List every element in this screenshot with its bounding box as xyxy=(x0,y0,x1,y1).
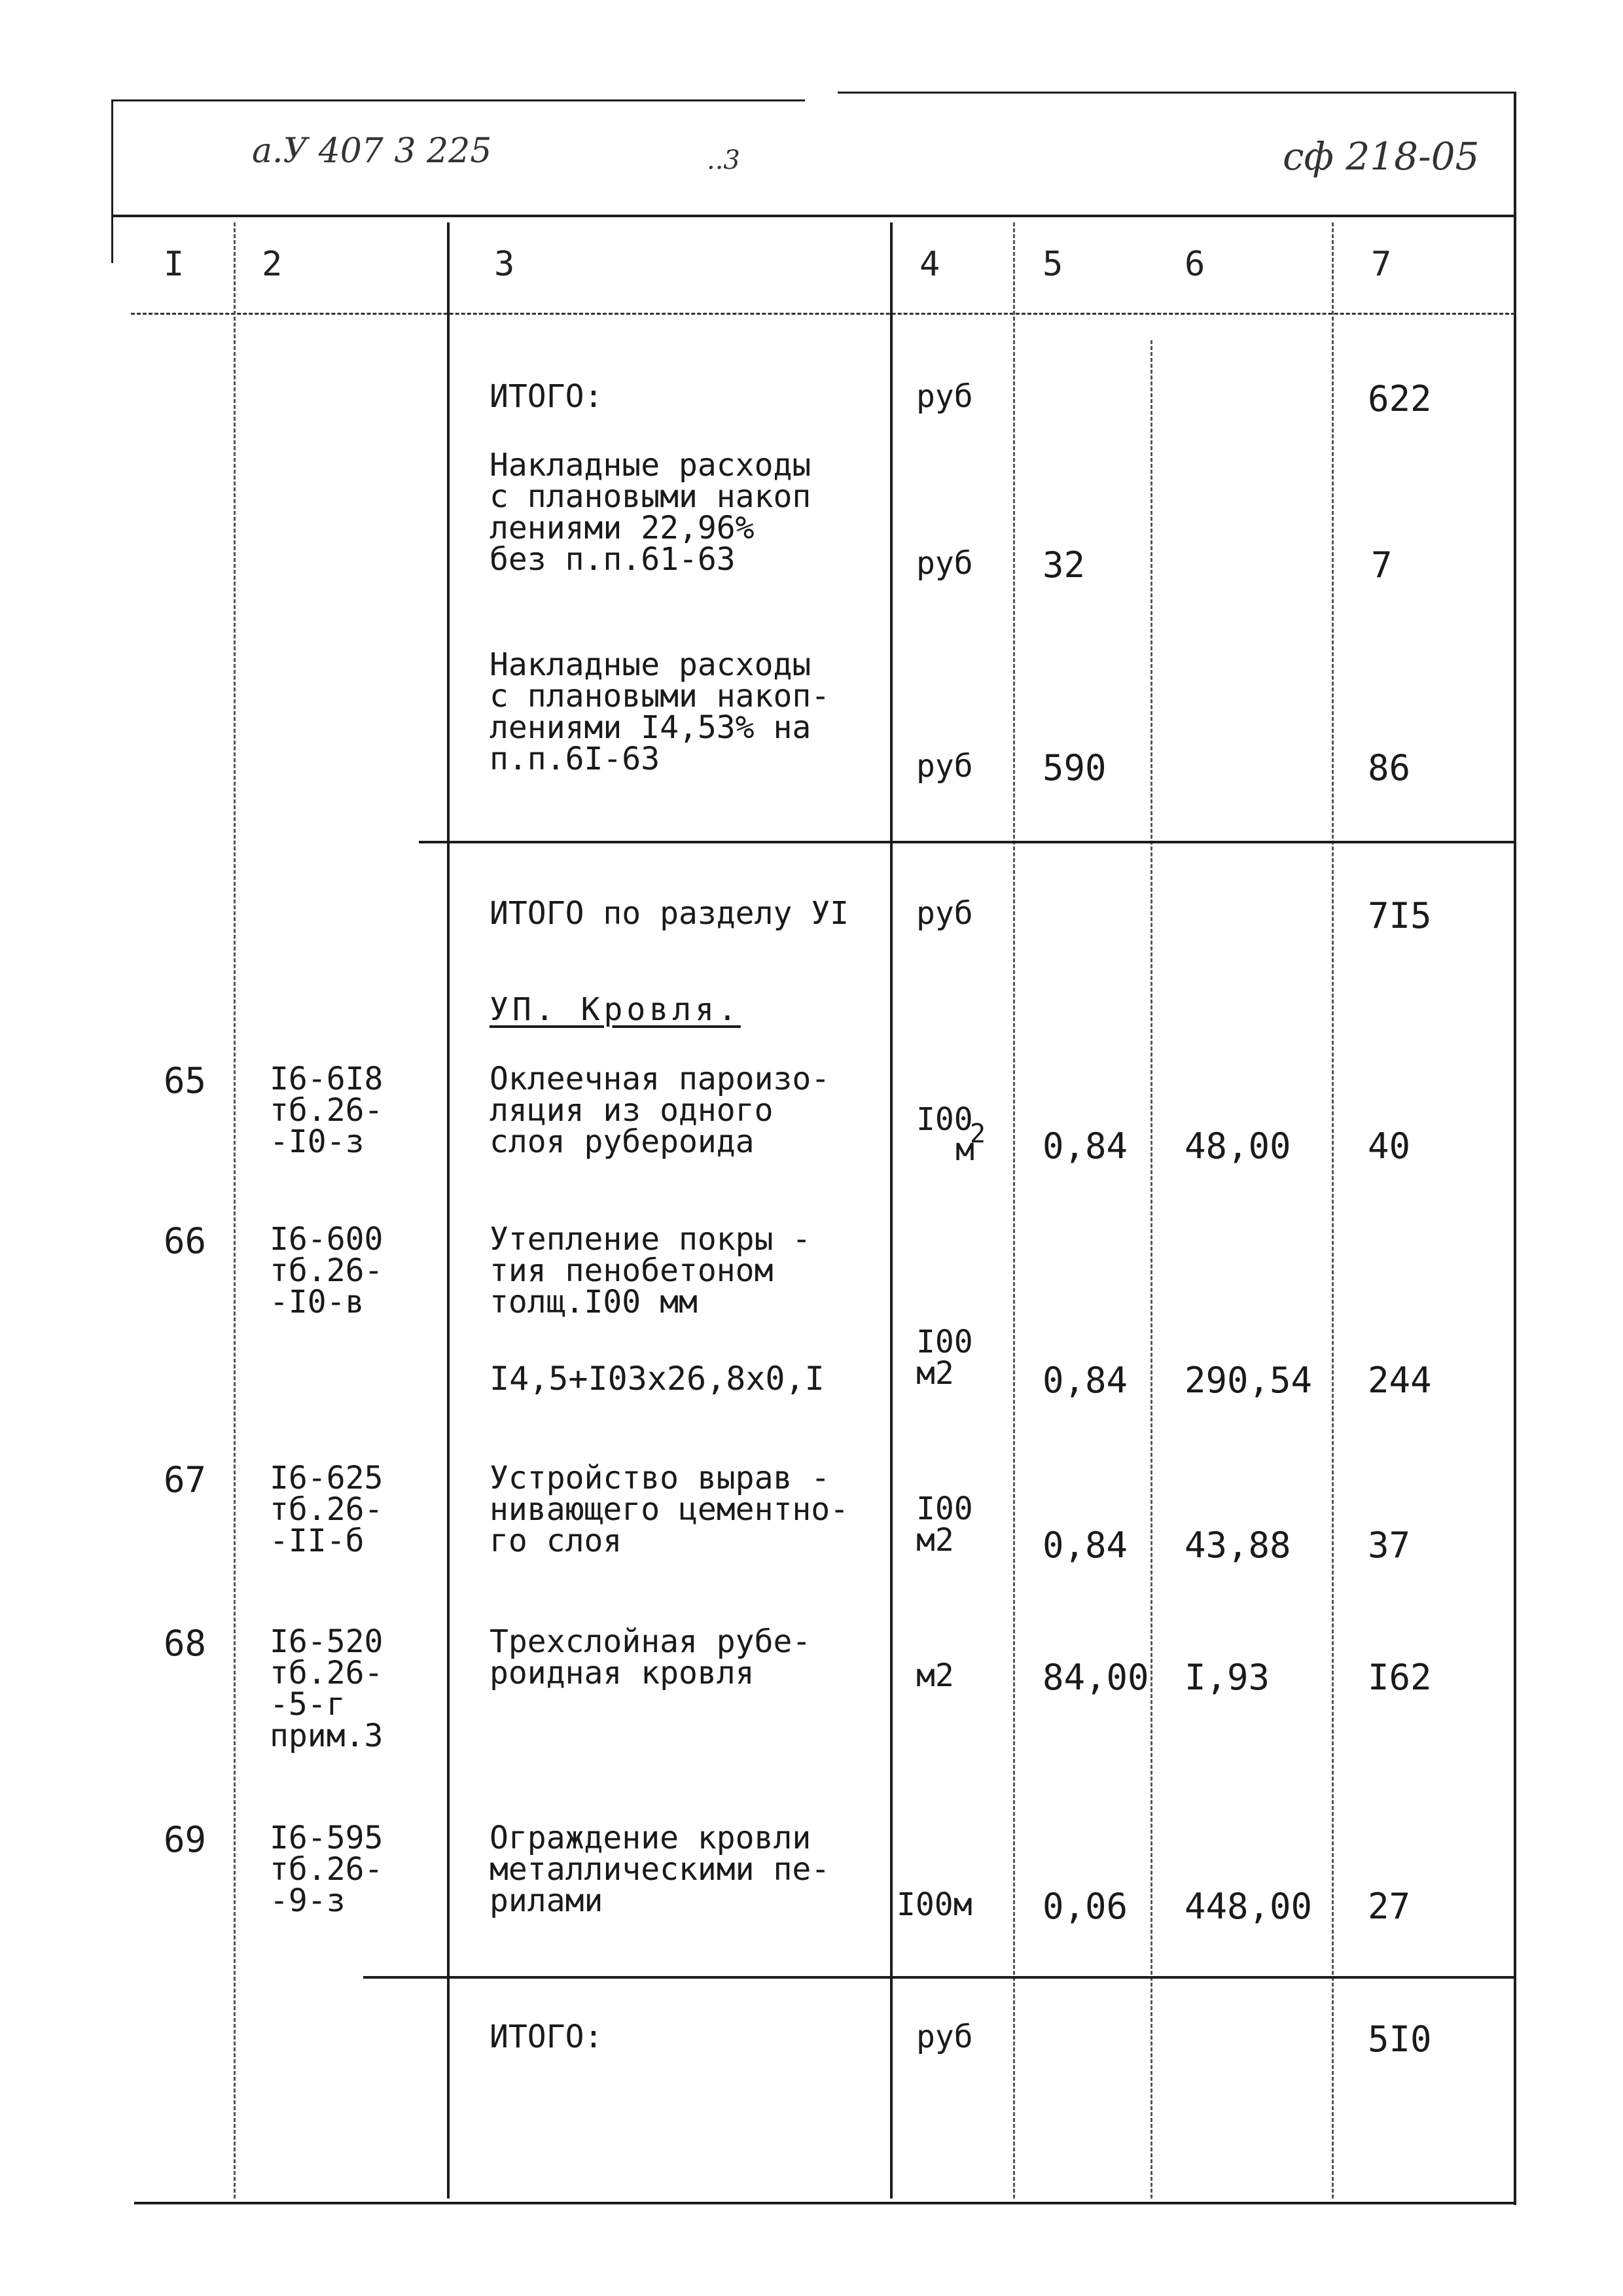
row69-code-line-1: I6-595 xyxy=(270,1820,383,1856)
column-header-separator xyxy=(131,313,1515,315)
row67-desc-line-1: Устройство вырав - xyxy=(490,1460,830,1496)
row65-desc-line-2: ляция из одного xyxy=(490,1092,774,1129)
row66-code-line-1: I6-600 xyxy=(270,1221,383,1258)
row68-desc-line-2: роидная кровля xyxy=(490,1655,755,1691)
col-divider-3-4 xyxy=(890,222,893,2199)
right-border xyxy=(1514,92,1516,2205)
col-divider-1-2 xyxy=(234,222,236,2199)
final-total-unit: руб xyxy=(916,2019,973,2055)
overhead2-base: 590 xyxy=(1043,747,1107,788)
overhead1-unit: руб xyxy=(916,545,973,582)
row65-code-line-2: тб.26- xyxy=(270,1092,383,1129)
row68-total: I62 xyxy=(1368,1657,1432,1698)
bottom-border xyxy=(134,2202,1515,2204)
header-left-border xyxy=(111,99,113,263)
header-separator xyxy=(111,215,1515,217)
row67-code-line-3: -II-б xyxy=(270,1523,365,1559)
col-divider-4-5 xyxy=(1013,222,1015,2199)
row66-unit-line-2: м2 xyxy=(916,1355,954,1392)
overhead2-line-4: п.п.6I-63 xyxy=(490,741,660,777)
overhead1-line-1: Накладные расходы xyxy=(490,447,812,484)
section-subtotal-separator xyxy=(419,841,1515,843)
overhead2-line-2: с плановыми накоп- xyxy=(490,678,830,715)
row66-qty: 0,84 xyxy=(1043,1360,1128,1401)
row67-desc-line-3: го слоя xyxy=(490,1523,622,1559)
section-title: УП. Кровля. xyxy=(490,991,741,1028)
row69-desc-line-1: Ограждение кровли xyxy=(490,1820,812,1856)
row68-desc-line-1: Трехслойная рубе- xyxy=(490,1623,812,1660)
row67-code-line-1: I6-625 xyxy=(270,1460,383,1496)
itogo-unit: руб xyxy=(916,378,973,415)
row69-price: 448,00 xyxy=(1185,1886,1313,1927)
section-total-value: 7I5 xyxy=(1368,895,1432,936)
section-total-label: ИТОГО по разделу УI xyxy=(490,895,849,932)
row66-code-line-2: тб.26- xyxy=(270,1252,383,1289)
col-header-2: 2 xyxy=(262,245,283,284)
row68-price: I,93 xyxy=(1185,1657,1270,1698)
col-divider-5-6 xyxy=(1150,340,1152,2199)
col-header-4: 4 xyxy=(919,245,940,284)
row66-desc-line-1: Утепление покры - xyxy=(490,1221,812,1258)
row68-qty: 84,00 xyxy=(1043,1657,1149,1698)
overhead2-line-3: лениями I4,53% на xyxy=(490,709,812,746)
row68-unit: м2 xyxy=(916,1657,954,1694)
row68-code-line-1: I6-520 xyxy=(270,1623,383,1660)
row69-code-line-3: -9-з xyxy=(270,1882,346,1919)
final-subtotal-separator xyxy=(363,1976,1515,1979)
overhead1-line-2: с плановыми накоп xyxy=(490,478,812,515)
row67-number: 67 xyxy=(164,1459,207,1500)
row65-code-line-1: I6-6I8 xyxy=(270,1061,383,1097)
row65-price: 48,00 xyxy=(1185,1125,1291,1167)
row66-code-line-3: -I0-в xyxy=(270,1284,365,1320)
row66-price: 290,54 xyxy=(1185,1360,1313,1401)
final-total-value: 5I0 xyxy=(1368,2019,1432,2060)
overhead1-total: 7 xyxy=(1371,544,1393,586)
row67-price: 43,88 xyxy=(1185,1525,1291,1566)
row67-unit-line-1: I00 xyxy=(916,1491,973,1527)
col-header-6: 6 xyxy=(1185,245,1205,284)
row68-code-line-2: тб.26- xyxy=(270,1655,383,1691)
row69-total: 27 xyxy=(1368,1886,1411,1927)
row68-code-line-3: -5-г xyxy=(270,1686,346,1723)
row68-code-line-4: прим.3 xyxy=(270,1718,383,1754)
row65-desc-line-1: Оклеечная пароизо- xyxy=(490,1061,830,1097)
row65-number: 65 xyxy=(164,1060,207,1101)
row67-qty: 0,84 xyxy=(1043,1525,1128,1566)
row67-code-line-2: тб.26- xyxy=(270,1491,383,1528)
row69-desc-line-3: рилами xyxy=(490,1882,603,1919)
row69-qty: 0,06 xyxy=(1043,1886,1128,1927)
overhead1-base: 32 xyxy=(1043,544,1086,586)
row65-code-line-3: -I0-з xyxy=(270,1123,365,1160)
row67-unit-line-2: м2 xyxy=(916,1522,954,1559)
row66-formula: I4,5+I03x26,8x0,I xyxy=(490,1360,825,1398)
row67-total: 37 xyxy=(1368,1525,1411,1566)
overhead2-total: 86 xyxy=(1368,747,1411,788)
sheet-code: сф 218-05 xyxy=(1283,134,1480,179)
row69-desc-line-2: металлическими пе- xyxy=(490,1851,830,1888)
overhead2-unit: руб xyxy=(916,748,973,785)
row65-unit: м xyxy=(955,1131,974,1168)
row65-total: 40 xyxy=(1368,1125,1411,1167)
section-total-unit: руб xyxy=(916,895,973,932)
row68-number: 68 xyxy=(164,1623,207,1664)
row69-unit: I00м xyxy=(897,1886,972,1923)
col-header-3: 3 xyxy=(494,245,515,284)
row66-desc-line-3: толщ.I00 мм xyxy=(490,1284,698,1320)
page-mark: ..3 xyxy=(707,145,740,175)
top-border-right xyxy=(838,92,1515,94)
overhead1-line-3: лениями 22,96% xyxy=(490,510,755,546)
row65-unit-sup: 2 xyxy=(970,1119,986,1149)
row69-number: 69 xyxy=(164,1819,207,1860)
doc-code: а.У 407 3 225 xyxy=(252,132,492,171)
final-total-label: ИТОГО: xyxy=(490,2019,603,2055)
col-header-5: 5 xyxy=(1043,245,1063,284)
row66-unit-line-1: I00 xyxy=(916,1324,973,1360)
col-header-7: 7 xyxy=(1371,245,1392,284)
row67-desc-line-2: нивающего цементно- xyxy=(490,1491,849,1528)
overhead2-line-1: Накладные расходы xyxy=(490,646,812,683)
row66-total: 244 xyxy=(1368,1360,1432,1401)
top-border-left xyxy=(111,99,805,101)
overhead1-line-4: без п.п.61-63 xyxy=(490,541,736,578)
row65-unit-count: I00 xyxy=(916,1101,973,1138)
col-header-1: I xyxy=(164,245,185,284)
row69-code-line-2: тб.26- xyxy=(270,1851,383,1888)
row65-desc-line-3: слоя рубероида xyxy=(490,1123,755,1160)
col-divider-6-7 xyxy=(1332,222,1334,2199)
itogo-label: ИТОГО: xyxy=(490,378,603,415)
col-divider-2-3 xyxy=(447,222,450,2199)
row66-number: 66 xyxy=(164,1220,207,1262)
row66-desc-line-2: тия пенобетоном xyxy=(490,1252,774,1289)
itogo-total: 622 xyxy=(1368,378,1432,419)
row65-qty: 0,84 xyxy=(1043,1125,1128,1167)
